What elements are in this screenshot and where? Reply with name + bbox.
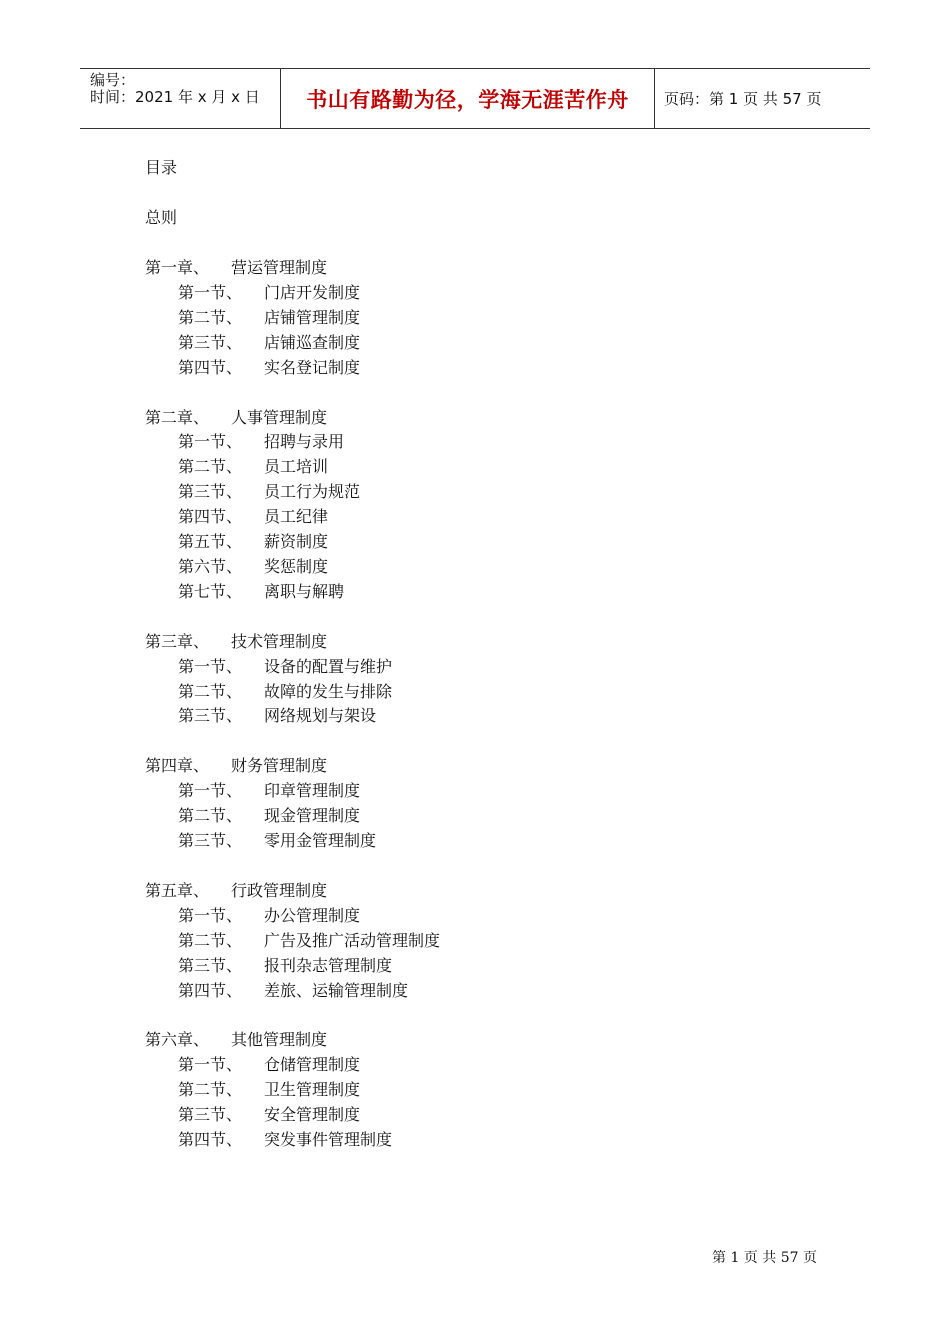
section-number: 第二节、 [178, 307, 243, 327]
section-title: 安全管理制度 [264, 1105, 361, 1125]
chapter-number: 第三章、 [145, 631, 210, 651]
section-title: 招聘与录用 [264, 432, 345, 452]
section-title: 员工行为规范 [264, 482, 361, 502]
section-title: 故障的发生与排除 [264, 681, 393, 701]
section-number: 第一节、 [178, 905, 243, 925]
section-title: 薪资制度 [264, 532, 329, 551]
section-title: 办公管理制度 [264, 905, 361, 925]
chapter-number: 第一章、 [145, 258, 210, 277]
section-number: 第二节、 [178, 681, 243, 701]
chapter-title: 营运管理制度 [231, 258, 328, 277]
section-title: 现金管理制度 [264, 806, 361, 826]
section-title: 离职与解聘 [264, 581, 345, 601]
toc-general: 总则 [145, 208, 178, 227]
document-date-label: 时间：2021 年 x 月 x 日 [90, 88, 260, 106]
section-title: 差旅、运输管理制度 [264, 980, 409, 1000]
section-number: 第一节、 [178, 1055, 243, 1075]
section-number: 第三节、 [178, 1105, 243, 1125]
section-title: 卫生管理制度 [264, 1080, 361, 1100]
header-motto: 书山有路勤为径，学海无涯苦作舟 [281, 69, 655, 128]
section-title: 店铺管理制度 [264, 307, 361, 327]
section-number: 第三节、 [178, 332, 243, 352]
section-title: 网络规划与架设 [264, 706, 377, 726]
section-number: 第四节、 [178, 1130, 243, 1149]
document-number-label: 编号： [90, 71, 136, 89]
header-page-number: 页码：第 1 页 共 57 页 [664, 90, 822, 108]
section-title: 店铺巡查制度 [264, 332, 361, 352]
chapter-title: 行政管理制度 [231, 880, 328, 900]
section-title: 奖惩制度 [264, 556, 329, 576]
section-number: 第四节、 [178, 357, 243, 377]
section-number: 第三节、 [178, 831, 243, 850]
section-number: 第一节、 [178, 656, 243, 676]
section-title: 报刊杂志管理制度 [264, 955, 393, 975]
section-title: 仓储管理制度 [264, 1055, 361, 1075]
chapter-title: 财务管理制度 [231, 756, 328, 776]
section-number: 第一节、 [178, 781, 243, 801]
section-number: 第一节、 [178, 282, 243, 302]
toc-title: 目录 [145, 158, 178, 177]
chapter-number: 第五章、 [145, 880, 210, 900]
section-title: 实名登记制度 [264, 357, 361, 377]
section-number: 第二节、 [178, 930, 243, 950]
section-title: 印章管理制度 [264, 781, 361, 801]
section-number: 第四节、 [178, 980, 243, 1000]
chapter-number: 第二章、 [145, 407, 210, 427]
chapter-number: 第四章、 [145, 756, 210, 776]
section-number: 第二节、 [178, 457, 243, 477]
chapter-title: 技术管理制度 [231, 631, 328, 651]
section-title: 门店开发制度 [264, 282, 361, 302]
chapter-number: 第六章、 [145, 1030, 210, 1050]
section-number: 第四节、 [178, 507, 243, 527]
section-number: 第二节、 [178, 806, 243, 826]
section-title: 零用金管理制度 [264, 831, 377, 850]
section-title: 广告及推广活动管理制度 [264, 930, 441, 950]
chapter-title: 其他管理制度 [231, 1030, 328, 1050]
section-number: 第七节、 [178, 581, 243, 601]
section-number: 第五节、 [178, 532, 243, 551]
section-number: 第一节、 [178, 432, 243, 452]
section-number: 第三节、 [178, 706, 243, 726]
section-number: 第六节、 [178, 556, 243, 576]
section-title: 突发事件管理制度 [264, 1130, 393, 1149]
page-footer: 第 1 页 共 57 页 [712, 1250, 817, 1266]
chapter-title: 人事管理制度 [231, 407, 328, 427]
section-title: 员工纪律 [264, 507, 329, 527]
section-number: 第二节、 [178, 1080, 243, 1100]
section-title: 设备的配置与维护 [264, 656, 393, 676]
section-number: 第三节、 [178, 482, 243, 502]
section-title: 员工培训 [264, 457, 329, 477]
section-number: 第三节、 [178, 955, 243, 975]
